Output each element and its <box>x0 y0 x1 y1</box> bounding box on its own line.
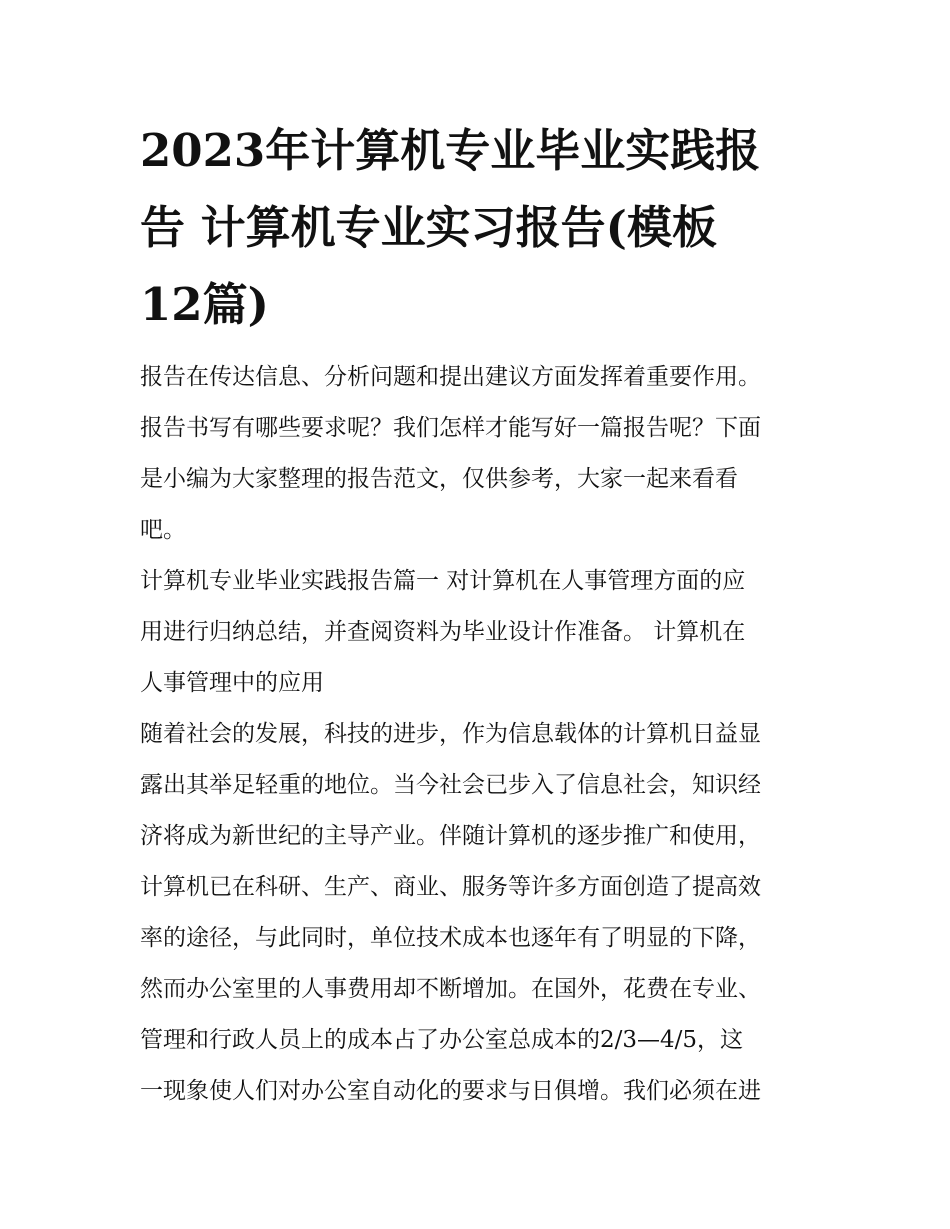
body-line: 率的途径，与此同时，单位技术成本也逐年有了明显的下降， <box>140 925 761 951</box>
body-line: 人事管理中的应用 <box>140 670 324 696</box>
body-line: 计算机已在科研、生产、商业、服务等许多方面创造了提高效 <box>140 874 761 900</box>
body-line: 计算机专业毕业实践报告篇一 对计算机在人事管理方面的应 <box>140 568 746 594</box>
body-line: 随着社会的发展，科技的进步，作为信息载体的计算机日益显 <box>140 721 761 747</box>
body-line: 然而办公室里的人事费用却不断增加。在国外，花费在专业、 <box>140 976 761 1002</box>
document-body <box>140 352 830 1117</box>
title-line: 告 计算机专业实习报告(模板 <box>140 201 717 254</box>
title-line: 12篇) <box>140 278 269 331</box>
body-line: 吧。 <box>140 517 186 543</box>
document-title <box>140 112 820 343</box>
body-line: 露出其举足轻重的地位。当今社会已步入了信息社会，知识经 <box>140 772 761 798</box>
body-line: 报告在传达信息、分析问题和提出建议方面发挥着重要作用。 <box>140 364 761 390</box>
body-line: 报告书写有哪些要求呢？我们怎样才能写好一篇报告呢？下面 <box>140 415 761 441</box>
body-line: 管理和行政人员上的成本占了办公室总成本的2/3—4/5，这 <box>140 1027 744 1053</box>
title-line: 2023年计算机专业毕业实践报 <box>140 124 761 177</box>
body-line: 济将成为新世纪的主导产业。伴随计算机的逐步推广和使用， <box>140 823 761 849</box>
body-line: 是小编为大家整理的报告范文，仅供参考，大家一起来看看 <box>140 466 738 492</box>
body-line: 一现象使人们对办公室自动化的要求与日俱增。我们必须在进 <box>140 1078 761 1104</box>
body-line: 用进行归纳总结，并查阅资料为毕业设计作准备。 计算机在 <box>140 619 746 645</box>
